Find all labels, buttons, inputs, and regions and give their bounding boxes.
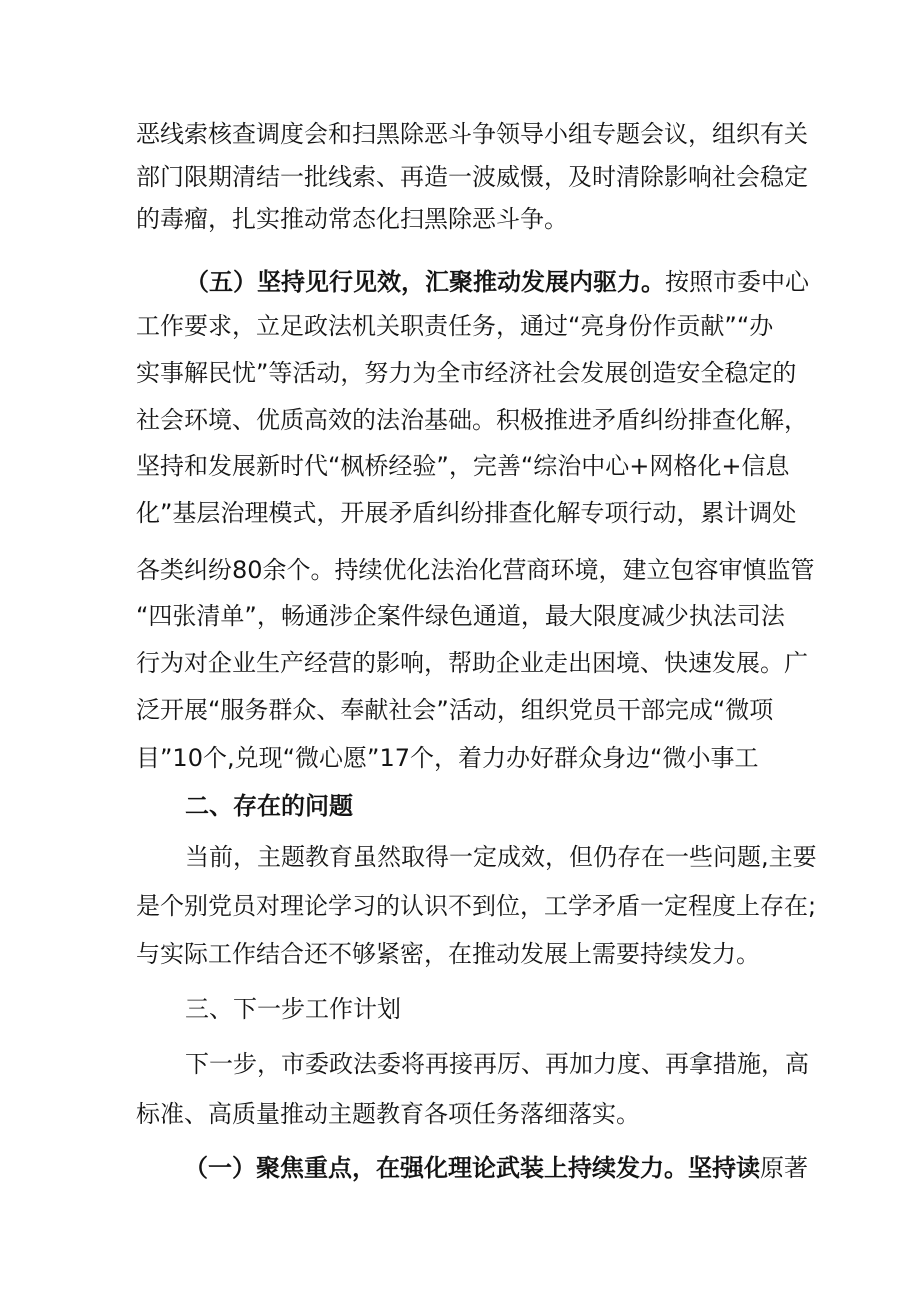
body-line: 各类纠纷80余个。持续优化法治化营商环境，建立包容审慎监管 xyxy=(136,556,815,584)
item-1-heading: （一）聚焦重点，在强化理论武装上持续发力。 xyxy=(184,1154,688,1182)
body-line: 部门限期清结一批线索、再造一波威慑，及时清除影响社会稳定 xyxy=(136,163,808,191)
section-5-heading-line xyxy=(185,260,809,304)
item-1-heading-line xyxy=(184,1146,808,1190)
section-5-text: 按照市委中心 xyxy=(665,268,809,296)
section-5-heading: （五）坚持见行见效，汇聚推动发展内驱力。 xyxy=(185,268,665,296)
body-line: 恶线索核查调度会和扫黑除恶斗争领导小组专题会议，组织有关 xyxy=(136,120,808,148)
section-heading-problems: 二、存在的问题 xyxy=(185,792,353,820)
body-line: 是个别党员对理论学习的认识不到位，工学矛盾一定程度上存在; xyxy=(136,892,817,920)
body-line: 化”基层治理模式，开展矛盾纠纷排查化解专项行动，累计调处 xyxy=(136,499,797,527)
body-line: 与实际工作结合还不够紧密，在推动发展上需要持续发力。 xyxy=(136,940,760,968)
body-line: 行为对企业生产经营的影响，帮助企业走出困境、快速发展。广 xyxy=(136,649,808,677)
body-line: 坚持和发展新时代“枫桥经验”，完善“综治中心+网格化+信息 xyxy=(136,452,790,480)
section-heading-next-steps: 三、下一步工作计划 xyxy=(185,995,401,1023)
item-1-heading-cont: 坚持读 xyxy=(688,1154,760,1182)
body-line: 标准、高质量推动主题教育各项任务落细落实。 xyxy=(136,1100,640,1128)
body-line: “四张清单”，畅通涉企案件绿色通道，最大限度减少执法司法 xyxy=(136,602,785,630)
body-line: 下一步，市委政法委将再接再厉、再加力度、再拿措施，高 xyxy=(185,1050,809,1078)
body-line: 目”10个,兑现“微心愿”17个，着力办好群众身边“微小事工 xyxy=(136,744,759,772)
body-line: 泛开展“服务群众、奉献社会”活动，组织党员干部完成“微项 xyxy=(136,696,774,724)
item-1-text: 原著 xyxy=(760,1154,808,1182)
body-line: 的毒瘤，扎实推动常态化扫黑除恶斗争。 xyxy=(136,205,568,233)
body-line: 实事解民忧”等活动，努力为全市经济社会发展创造安全稳定的 xyxy=(136,359,797,387)
body-line: 社会环境、优质高效的法治基础。积极推进矛盾纠纷排查化解， xyxy=(136,406,808,434)
body-line: 工作要求，立足政法机关职责任务，通过“亮身份作贡献”“办 xyxy=(136,312,774,340)
body-line: 当前，主题教育虽然取得一定成效，但仍存在一些问题,主要 xyxy=(185,843,817,871)
